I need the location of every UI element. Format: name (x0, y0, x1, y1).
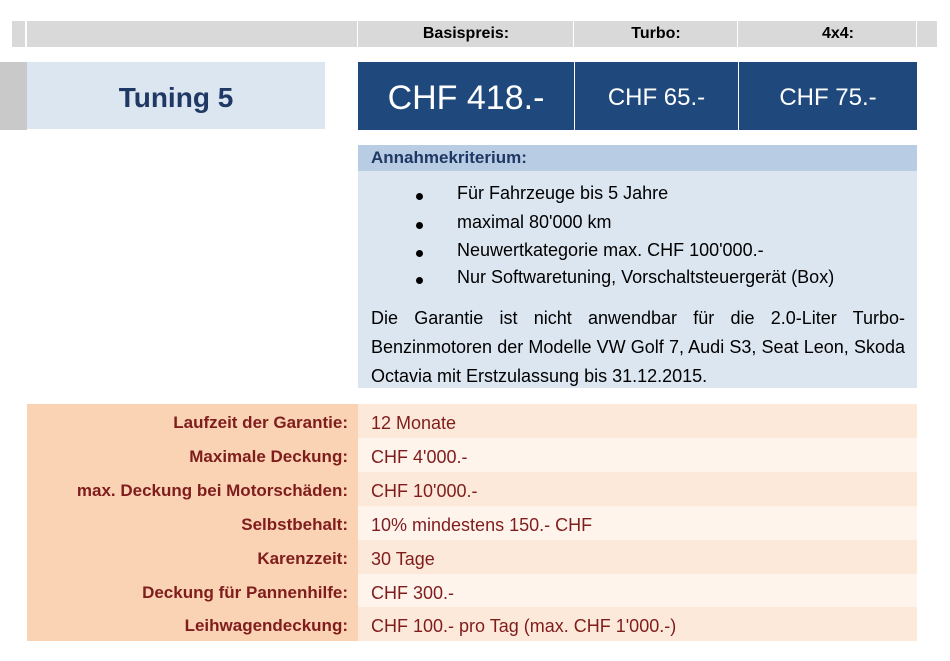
criteria-heading: Annahmekriterium: (358, 145, 917, 171)
criteria-bullet (358, 265, 917, 294)
criteria-note: Die Garantie ist nicht anwendbar für die 2.0-Liter Turbo-Benzinmotoren der Modelle VW Golf 7, Audi S3, Seat Leon, Skoda Octavia mit Erstzulassung bis 31.12.2015. (371, 308, 905, 386)
product-title: Tuning 5 (27, 62, 325, 129)
table-row-value: CHF 300.- (358, 574, 917, 608)
table-row-label: Selbstbehalt: (241, 515, 348, 534)
bullet-dot-icon (416, 277, 423, 284)
header-4x4-label: 4x4: (821, 25, 855, 42)
criteria-bullet (358, 210, 917, 239)
left-accent-stripe (0, 62, 27, 130)
price-base: CHF 418.- (358, 62, 574, 130)
table-row-value: CHF 4'000.- (358, 438, 917, 472)
table-row-label: Karenzzeit: (257, 549, 348, 568)
criteria-bullet-text: Nur Softwaretuning, Vorschaltsteuergerät (Box) (457, 267, 835, 287)
bullet-dot-icon (416, 250, 423, 257)
table-row-label: Maximale Deckung: (189, 447, 348, 466)
price-4x4: CHF 75.- (739, 62, 917, 130)
table-row-value: 12 Monate (358, 404, 917, 438)
table-row-value: CHF 10'000.- (358, 472, 917, 506)
criteria-bullet (358, 238, 917, 267)
table-row-value: CHF 100.- pro Tag (max. CHF 1'000.-) (358, 607, 917, 641)
header-cell-label-col (27, 21, 358, 47)
table-row-label: Deckung für Pannenhilfe: (142, 583, 348, 602)
table-row-label: max. Deckung bei Motorschäden: (76, 481, 348, 500)
table-row-label: Laufzeit der Garantie: (173, 413, 348, 432)
price-turbo: CHF 65.- (575, 62, 738, 130)
header-turbo-label: Turbo: (631, 25, 681, 42)
table-row-label: Leihwagendeckung: (184, 616, 348, 635)
header-base-label: Basispreis: (422, 25, 510, 42)
table-row-value: 10% mindestens 150.- CHF (358, 506, 917, 540)
table-row-value: 30 Tage (358, 540, 917, 574)
criteria-bullet (358, 181, 917, 210)
bullet-dot-icon (416, 193, 423, 200)
criteria-bullet-text: maximal 80'000 km (457, 212, 612, 232)
criteria-bullet-text: Neuwertkategorie max. CHF 100'000.- (457, 240, 764, 260)
bullet-dot-icon (416, 222, 423, 229)
header-cell-stub (12, 21, 26, 47)
criteria-bullet-text: Für Fahrzeuge bis 5 Jahre (457, 183, 669, 203)
